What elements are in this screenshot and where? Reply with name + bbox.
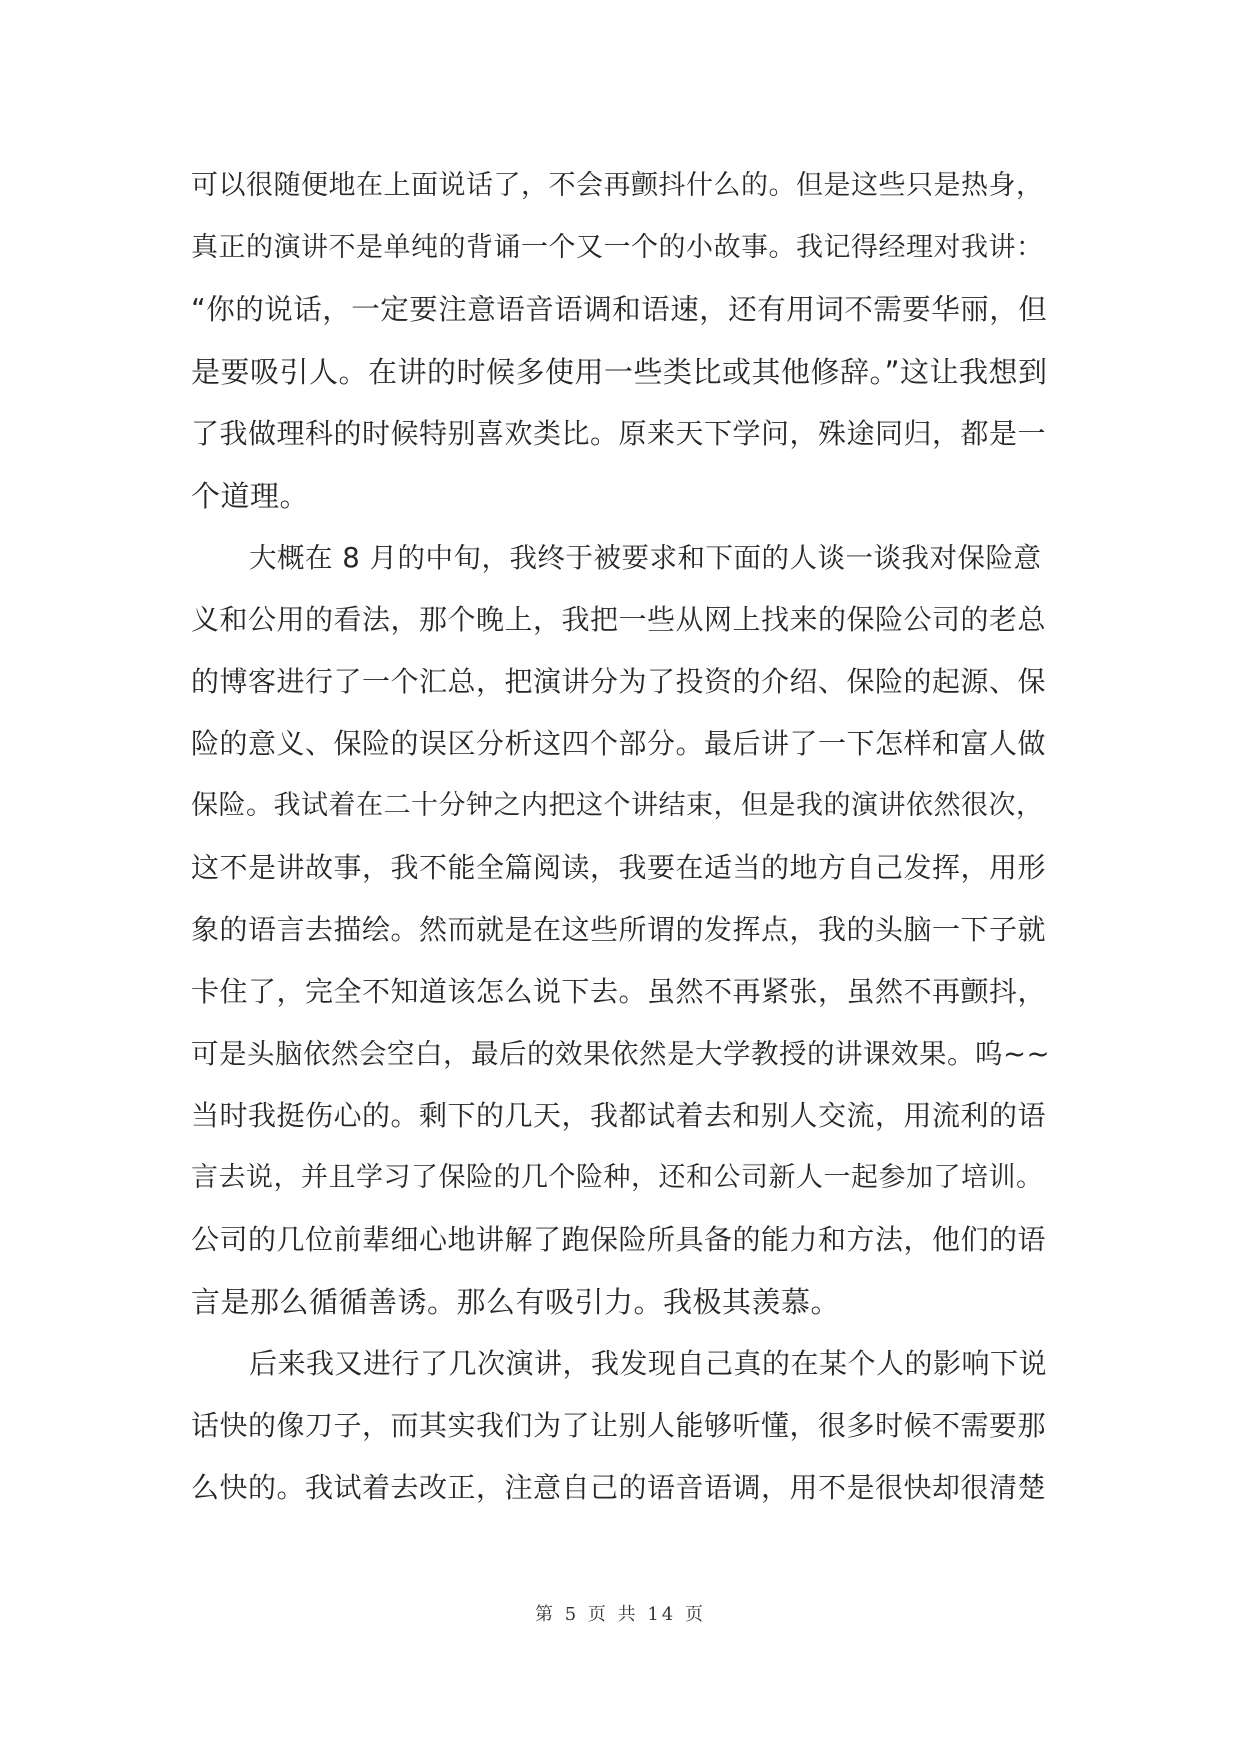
text-line: 义和公用的看法，那个晚上，我把一些从网上找来的保险公司的老总 (191, 603, 1047, 636)
text-line: 大概在 8 月的中旬，我终于被要求和下面的人谈一谈我对保险意 (249, 542, 1042, 574)
text-line: 可是头脑依然会空白，最后的效果依然是大学教授的讲课效果。呜~~ (191, 1038, 1051, 1070)
text-line: 么快的。我试着去改正，注意自己的语音语调，用不是很快却很清楚 (191, 1471, 1047, 1504)
text-line: 当时我挺伤心的。剩下的几天，我都试着去和别人交流，用流利的语 (191, 1099, 1047, 1132)
text-line: 言去说，并且学习了保险的几个险种，还和公司新人一起参加了培训。 (191, 1162, 1044, 1193)
text-line: “你的说话，一定要注意语音语调和语速，还有用词不需要华丽，但 (191, 293, 1048, 326)
text-line: 卡住了，完全不知道该怎么说下去。虽然不再紧张，虽然不再颤抖， (191, 975, 1047, 1008)
text-line: 是要吸引人。在讲的时候多使用一些类比或其他修辞。”这让我想到 (191, 355, 1048, 389)
page-footer: 第 5 页 共 14 页 (535, 1604, 706, 1625)
text-line: 话快的像刀子，而其实我们为了让别人能够听懂，很多时候不需要那 (191, 1409, 1047, 1442)
text-line: 公司的几位前辈细心地讲解了跑保险所具备的能力和方法，他们的语 (191, 1223, 1047, 1256)
body-text (191, 155, 1053, 1519)
text-line: 险的意义、保险的误区分析这四个部分。最后讲了一下怎样和富人做 (191, 727, 1047, 760)
text-line: 个道理。 (191, 479, 310, 513)
text-line: 象的语言去描绘。然而就是在这些所谓的发挥点，我的头脑一下子就 (191, 913, 1047, 946)
text-line: 保险。我试着在二十分钟之内把这个讲结束，但是我的演讲依然很次， (191, 790, 1044, 821)
text-line: 的博客进行了一个汇总，把演讲分为了投资的介绍、保险的起源、保 (191, 665, 1047, 698)
text-line: 可以很随便地在上面说话了，不会再颤抖什么的。但是这些只是热身， (191, 170, 1044, 201)
text-line: 后来我又进行了几次演讲，我发现自己真的在某个人的影响下说 (249, 1347, 1048, 1380)
text-line: 言是那么循循善诱。那么有吸引力。我极其羡慕。 (191, 1285, 841, 1319)
text-line: 了我做理科的时候特别喜欢类比。原来天下学问，殊途同归，都是一 (191, 417, 1047, 450)
text-line: 这不是讲故事，我不能全篇阅读，我要在适当的地方自己发挥，用形 (191, 851, 1047, 884)
text-line: 真正的演讲不是单纯的背诵一个又一个的小故事。我记得经理对我讲： (191, 232, 1044, 263)
